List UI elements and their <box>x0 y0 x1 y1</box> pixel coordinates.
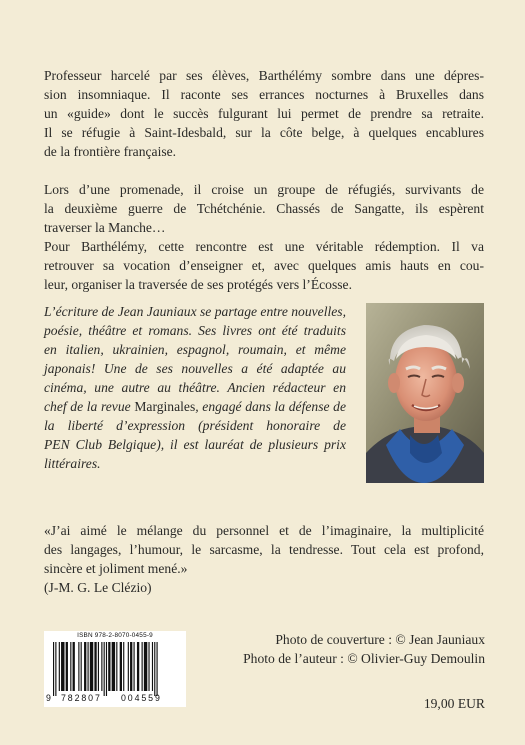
ean-right-group: 004559 <box>121 693 162 703</box>
barcode-bar <box>134 642 135 691</box>
summary-line: un «guide» dont le succès fulgurant lui permet de prendre sa retraite. <box>44 106 484 121</box>
barcode-bar <box>106 642 107 696</box>
bio-line: japonais! Une de ses nouvelles a été adaptée au <box>44 361 346 376</box>
summary-paragraph-2 <box>44 180 484 237</box>
bio-line: poésie, théâtre et romans. Ses livres ont été traduits <box>44 323 346 338</box>
barcode-bar <box>142 642 143 691</box>
bio-line: PEN Club Belgique), il est lauréat de plusieurs prix <box>44 437 346 452</box>
barcode-bar <box>123 642 124 691</box>
barcode-bar <box>88 642 89 691</box>
barcode-bar <box>112 642 115 691</box>
barcode-bar <box>101 642 102 691</box>
barcode-bar <box>90 642 93 691</box>
isbn-label: ISBN 978-2-8070-0455-9 <box>77 632 153 639</box>
barcode-bar <box>66 642 68 691</box>
bio-line-prefix: chef de la revue <box>44 399 135 414</box>
barcode-bar <box>157 642 158 696</box>
barcode-bar <box>108 642 110 691</box>
barcode-bar <box>94 642 96 691</box>
author-bio <box>44 302 346 473</box>
quote-attribution: (J-M. G. Le Clézio) <box>44 580 152 595</box>
price: 19,00 EUR <box>423 696 485 711</box>
bio-line: la liberté d’expression (président honoraire de <box>44 418 346 433</box>
barcode-bar <box>148 642 149 691</box>
bio-line <box>44 397 346 416</box>
barcode-bar <box>73 642 75 691</box>
summary-line: Pour Barthélémy, cette rencontre est une véritable rédemption. Il va <box>44 239 484 254</box>
barcode-bar <box>53 642 54 696</box>
barcode-bar <box>120 642 122 691</box>
barcode-bars <box>53 642 177 696</box>
summary-line: traverser la Manche… <box>44 220 166 235</box>
barcode-bar <box>152 642 153 691</box>
author-photo <box>366 303 484 483</box>
summary-paragraph-3 <box>44 237 484 294</box>
barcode-bar <box>116 642 117 691</box>
barcode-bar <box>130 642 132 691</box>
barcode-bar <box>128 642 129 691</box>
quote-line: des langages, l’humour, le sarcasme, la tendresse. Tout cela est profond, <box>44 542 484 557</box>
ean-digits <box>44 693 186 705</box>
summary-line: Il se réfugie à Saint-Idesbald, sur la côte belge, à quelques encablures <box>44 125 484 140</box>
bio-line-suffix: , engagé dans la défense de <box>195 399 346 414</box>
barcode-bar <box>84 642 86 691</box>
author-photo-credit: Photo de l’auteur : © Olivier-Guy Demoulin <box>243 651 485 666</box>
barcode-bar <box>55 642 56 696</box>
ean-first-digit: 9 <box>46 693 51 703</box>
bio-line: littéraires. <box>44 456 101 471</box>
barcode-bar <box>70 642 71 691</box>
ean-left-group: 782807 <box>61 693 102 703</box>
summary-line: de la frontière française. <box>44 144 177 159</box>
cover-photo-credit: Photo de couverture : © Jean Jauniaux <box>275 632 485 647</box>
bio-line: L’écriture de Jean Jauniaux se partage entre nouvelles, <box>44 304 346 319</box>
summary-line: la deuxième guerre de Tchétchénie. Chassés de Sangatte, ils espèrent <box>44 201 484 216</box>
quote-line: sincère et joliment mené.» <box>44 561 188 576</box>
summary-paragraph-1 <box>44 66 484 161</box>
barcode-bar <box>98 642 99 691</box>
quote-line: «J’ai aimé le mélange du personnel et de l’imaginaire, la multiplicité <box>44 523 484 538</box>
barcode-bar <box>144 642 147 691</box>
barcode-bar <box>154 642 155 696</box>
barcode-bar <box>78 642 79 691</box>
summary-line: Professeur harcelé par ses élèves, Barthélémy sombre dans une dépres- <box>44 68 484 83</box>
barcode-bar <box>137 642 139 691</box>
summary-line: retrouver sa vocation d’enseigner et, avec quelques amis hauts en cou- <box>44 258 484 273</box>
barcode-bar <box>81 642 82 691</box>
summary-line: leur, organiser la traversée de ses protégés vers l’Écosse. <box>44 277 352 292</box>
journal-name: Marginales <box>134 399 196 414</box>
isbn-barcode <box>44 631 186 707</box>
summary-line: sion insomniaque. Il raconte ses errances nocturnes à Bruxelles dans <box>44 87 484 102</box>
barcode-bar <box>59 642 60 691</box>
barcode-bar <box>104 642 105 696</box>
author-portrait-image <box>366 303 484 483</box>
review-quote <box>44 521 484 597</box>
bio-line: en italien, ukrainien, espagnol, roumain, et même <box>44 342 346 357</box>
barcode-bar <box>61 642 64 691</box>
bio-line: cinéma, une autre au théâtre. Ancien rédacteur en <box>44 380 346 395</box>
summary-line: Lors d’une promenade, il croise un groupe de réfugiés, survivants de <box>44 182 484 197</box>
